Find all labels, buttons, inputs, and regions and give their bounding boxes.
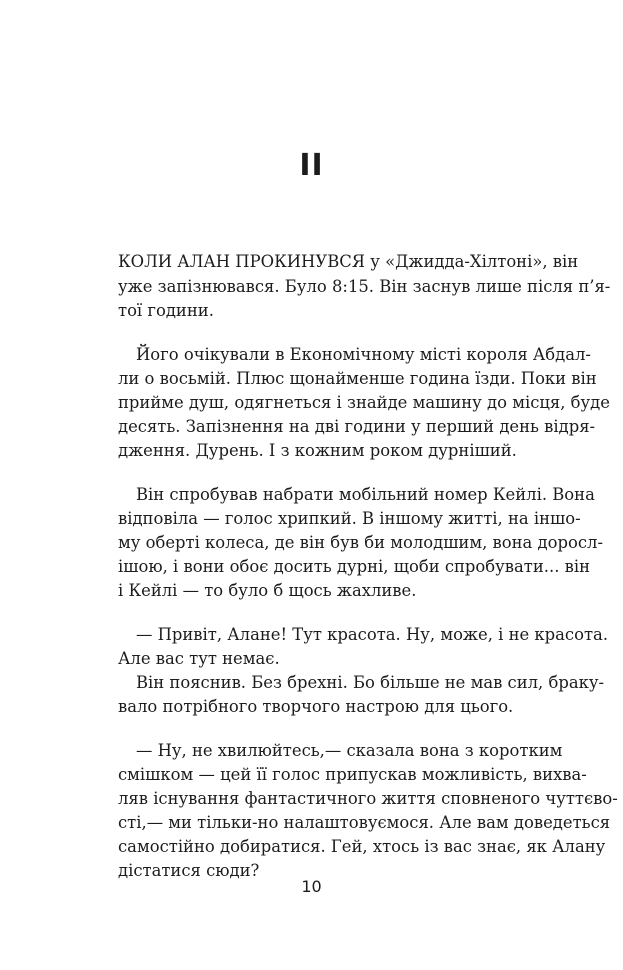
text-line: прийме душ, одягнеться і знайде машину до місця, буде <box>118 393 610 412</box>
text-line: ли о восьмій. Плюс щонайменше година їзди. Поки він <box>118 369 597 388</box>
text-line: КОЛИ АЛАН ПРОКИНУВСЯ у «Джидда-Хілтоні», він <box>118 252 579 271</box>
text-line: самостійно добиратися. Гей, хтось із вас знає, як Алану <box>118 837 606 856</box>
text-line: десять. Запізнення на дві години у перший день відря- <box>118 417 596 436</box>
text-line: Він спробував набрати мобільний номер Кейлі. Вона <box>136 485 595 504</box>
text-line: му оберті колеса, де він був би молодшим, вона доросл- <box>118 533 603 552</box>
text-line: тої години. <box>118 301 214 320</box>
text-line: дження. Дурень. І з кожним роком дурніший. <box>118 441 517 460</box>
text-line: дістатися сюди? <box>118 861 260 880</box>
chapter-heading: II <box>299 148 324 183</box>
page-number: 10 <box>301 877 322 896</box>
text-line: ішою, і вони обоє досить дурні, щоби спробувати... він <box>118 557 591 576</box>
text-line: Він пояснив. Без брехні. Бо більше не мав сил, браку- <box>136 673 605 692</box>
text-line: сті,— ми тільки-но налаштовуємося. Але вам доведеться <box>118 813 611 832</box>
text-line: вало потрібного творчого настрою для цього. <box>118 697 514 716</box>
text-line: смішком — цей її голос припускав можливість, вихва- <box>118 765 587 784</box>
text-line: і Кейлі — то було б щось жахливе. <box>118 581 417 600</box>
text-line: ляв існування фантастичного життя сповненого чуттєво- <box>118 789 618 808</box>
text-line: відповіла — голос хрипкий. В іншому житті, на іншо- <box>118 509 581 528</box>
text-line: Але вас тут немає. <box>118 649 280 668</box>
text-line: Його очікували в Економічному місті короля Абдал- <box>136 345 591 364</box>
text-line: уже запізнювався. Було 8:15. Він заснув лише після п’я- <box>118 277 611 296</box>
text-line: — Привіт, Алане! Тут красота. Ну, може, і не красота. <box>136 625 609 644</box>
text-line: — Ну, не хвилюйтесь,— сказала вона з коротким <box>136 741 563 760</box>
